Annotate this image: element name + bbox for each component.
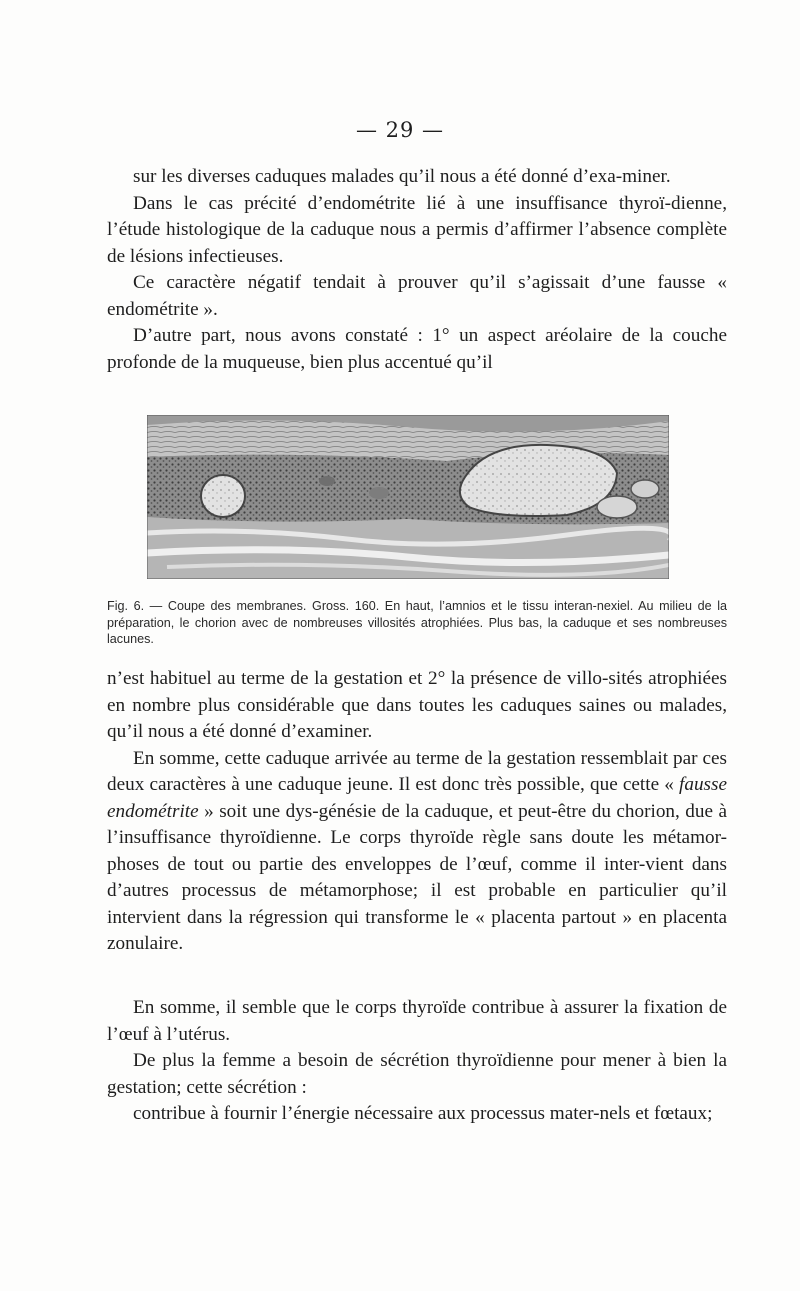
figure-caption: Fig. 6. — Coupe des membranes. Gross. 160. En haut, l’amnios et le tissu interan-nexiel. Au milieu de la préparation, le chorion avec de nombreuses villosités atrophiées. Plus bas, la caduque et ses nombreuses lacunes. <box>107 599 727 646</box>
text-block-top <box>107 164 727 376</box>
paragraph: Ce caractère négatif tendait à prouver qu’il s’agissait d’une fausse « endométrite ». <box>107 272 727 320</box>
text-block-bottom <box>107 995 727 1128</box>
text-run: » soit une dys-génésie de la caduque, et peut-être du chorion, due à l’insuffisance thyroïdienne. Le corps thyroïde règle sans doute les métamor-phoses de tout ou partie des enveloppes de l’œuf, comme il inter-vient dans d’autres processus de métamorphose; il est probable en particulier qu’il intervient dans la régression qui transforme le « placenta partout » en placenta zonulaire. <box>107 800 727 954</box>
histology-figure <box>147 415 669 579</box>
paragraph: En somme, il semble que le corps thyroïde contribue à assurer la fixation de l’œuf à l’utérus. <box>107 997 727 1045</box>
paragraph: contribue à fournir l’énergie nécessaire aux processus mater-nels et fœtaux; <box>133 1103 713 1124</box>
paragraph: Dans le cas précité d’endométrite lié à une insuffisance thyroï-dienne, l’étude histologique de la caduque nous a permis d’affirmer l’absence complète de lésions infectieuses. <box>107 192 727 267</box>
italic-term: fausse endométrite <box>107 774 727 822</box>
paragraph: n’est habituel au terme de la gestation et 2° la présence de villo-sités atrophiées en nombre plus considérable que dans toutes les caduques saines ou malades, qu’il nous a été donné d’examiner. <box>107 668 727 742</box>
paragraph: sur les diverses caduques malades qu’il nous a été donné d’exa-miner. <box>133 166 671 187</box>
membrane-section-illustration <box>147 415 669 579</box>
page-number: — 29 — <box>355 118 445 142</box>
text-block-middle <box>107 666 727 958</box>
paragraph: D’autre part, nous avons constaté : 1° un aspect aréolaire de la couche profonde de la muqueuse, bien plus accentué qu’il <box>107 325 727 373</box>
paragraph: De plus la femme a besoin de sécrétion thyroïdienne pour mener à bien la gestation; cette sécrétion : <box>107 1050 727 1098</box>
paragraph <box>107 746 727 958</box>
text-run: En somme, cette caduque arrivée au terme de la gestation ressemblait par ces deux caractères à une caduque jeune. Il est donc très possible, que cette « <box>107 747 727 795</box>
